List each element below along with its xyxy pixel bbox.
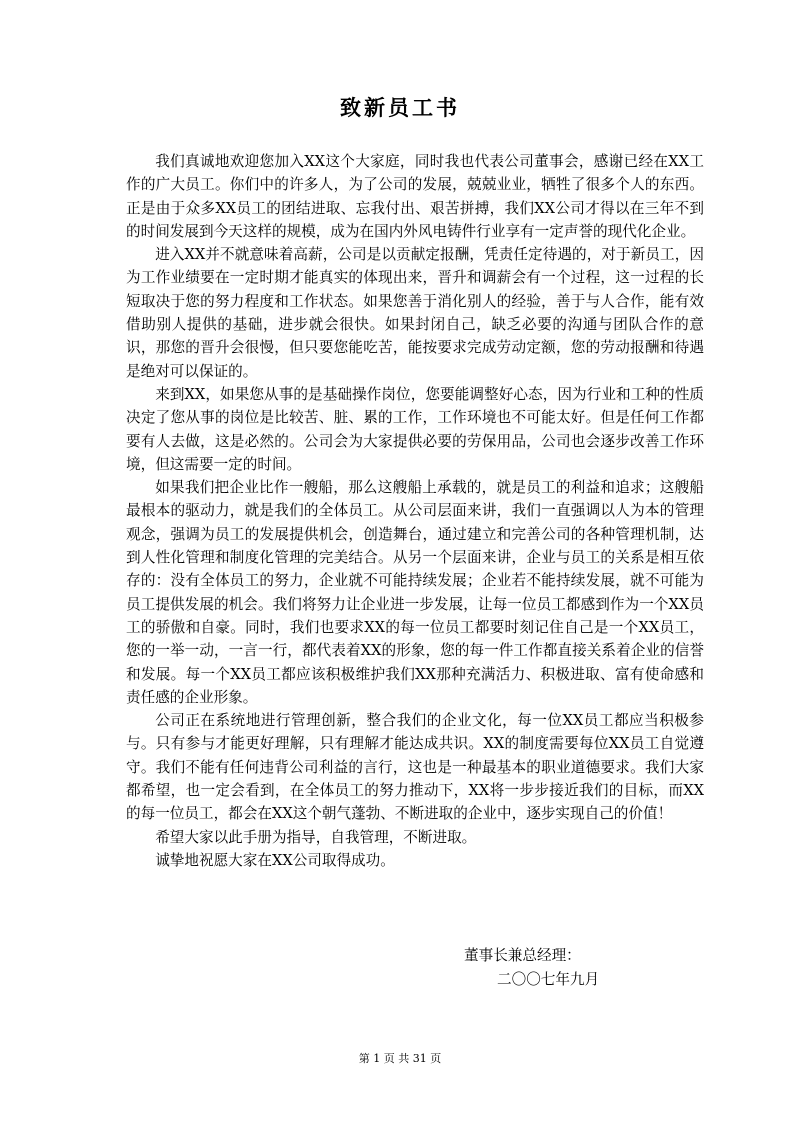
document-title: 致新员工书 xyxy=(340,96,460,120)
paragraph-welcome: 我们真诚地欢迎您加入XX这个大家庭，同时我也代表公司董事会，感谢已经在XX工作的广大员工。你们中的许多人，为了公司的发展，兢兢业业，牺牲了很多个人的东西。正是由于众多XX员工的团结进取、忘我付出、艰苦拼搏，我们XX公司才得以在三年不到的时间发展到今天这样的规模，成为在国内外风电铸件行业享有一定声誉的现代化企业。 xyxy=(126,153,704,240)
signature-block xyxy=(464,944,599,992)
document-body xyxy=(126,150,704,872)
paragraph-compensation: 进入XX并不就意味着高薪，公司是以贡献定报酬，凭责任定待遇的，对于新员工，因为工作业绩要在一定时期才能真实的体现出来，晋升和调薪会有一个过程，这一过程的长短取决于您的努力程度和工作状态。如果您善于消化别人的经验，善于与人合作，能有效借助别人提供的基础，进步就会很快。如果封闭自己，缺乏必要的沟通与团队合作的意识，那您的晋升会很慢，但只要您能吃苦，能按要求完成劳动定额，您的劳动报酬和待遇是绝对可以保证的。 xyxy=(126,246,704,380)
paragraph-ship-metaphor: 如果我们把企业比作一艘船，那么这艘船上承载的，就是员工的利益和追求；这艘船最根本的驱动力，就是我们的全体员工。从公司层面来讲，我们一直强调以人为本的管理观念，强调为员工的发展提供机会，创造舞台，通过建立和完善公司的各种管理机制，达到人性化管理和制度化管理的完美结合。从另一个层面来讲，企业与员工的关系是相互依存的：没有全体员工的努力，企业就不可能持续发展；企业若不能持续发展，就不可能为员工提供发展的机会。我们将努力让企业进一步发展，让每一位员工都感到作为一个XX员工的骄傲和自豪。同时，我们也要求XX的每一位员工都要时刻记住自己是一个XX员工，您的一举一动，一言一行，都代表着XX的形象，您的每一件工作都直接关系着企业的信誉和发展。每一个XX员工都应该积极维护我们XX那种充满活力、积极进取、富有使命感和责任感的企业形象。 xyxy=(126,479,704,706)
paragraph-work-environment: 来到XX，如果您从事的是基础操作岗位，您要能调整好心态，因为行业和工种的性质决定了您从事的岗位是比较苦、脏、累的工作，工作环境也不可能太好。但是任何工作都要有人去做，这是必然的。公司会为大家提供必要的劳保用品，公司也会逐步改善工作环境，但这需要一定的时间。 xyxy=(126,385,704,473)
page-number-footer: 第 1 页 共 31 页 xyxy=(358,1052,442,1065)
paragraph-wish-success: 诚挚地祝愿大家在XX公司取得成功。 xyxy=(155,851,395,869)
signature-date: 二〇〇七年九月 xyxy=(497,971,600,988)
paragraph-management-innovation: 公司正在系统地进行管理创新，整合我们的企业文化，每一位XX员工都应当积极参与。只有参与才能更好理解，只有理解才能达成共识。XX的制度需要每位XX员工自觉遵守。我们不能有任何违背公司利益的言行，这也是一种最基本的职业道德要求。我们大家都希望，也一定会看到，在全体员工的努力推动下，XX将一步步接近我们的目标，而XX的每一位员工，都会在XX这个朝气蓬勃、不断进取的企业中，逐步实现自己的价值！ xyxy=(126,712,704,823)
paragraph-handbook-guide: 希望大家以此手册为指导，自我管理，不断进取。 xyxy=(155,828,477,846)
signature-title: 董事长兼总经理： xyxy=(464,947,581,964)
